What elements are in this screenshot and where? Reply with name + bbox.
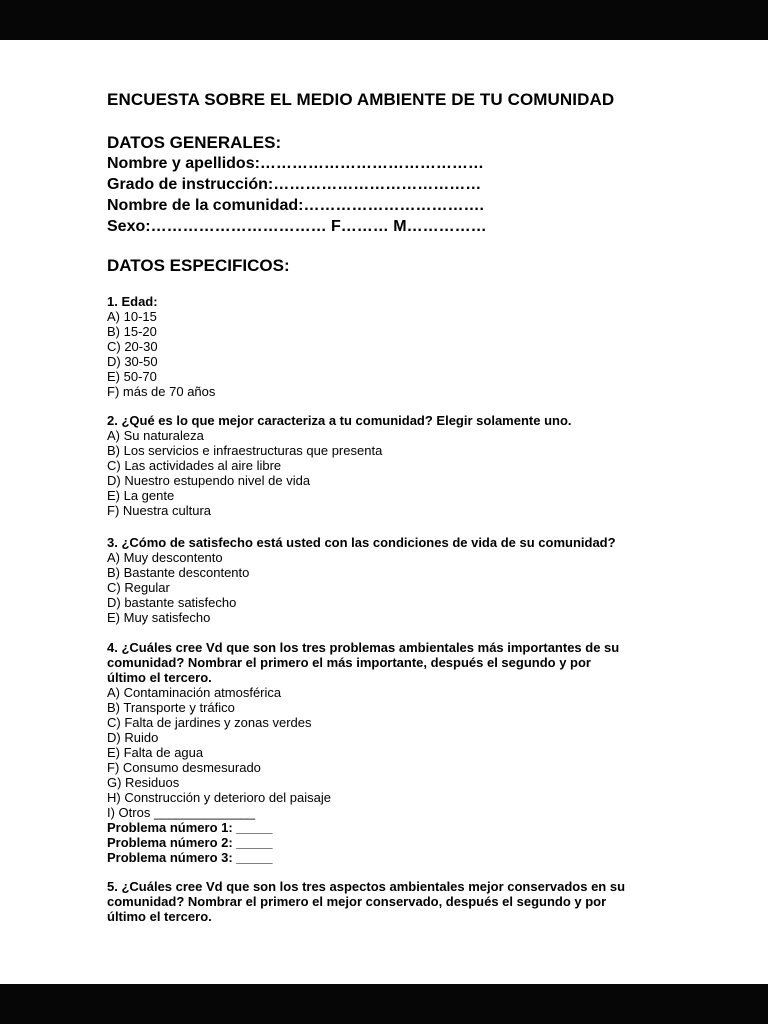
question-2 (107, 413, 572, 518)
question-2-option-d: D) Nuestro estupendo nivel de vida (107, 473, 311, 488)
question-4-option-f: F) Consumo desmesurado (107, 760, 261, 775)
question-2-option-c: C) Las actividades al aire libre (107, 458, 282, 473)
question-2-option-e: E) La gente (107, 488, 175, 503)
question-1-option-c: C) 20-30 (107, 339, 158, 354)
question-4-answer-line-3: Problema número 3: _____ (107, 850, 273, 865)
general-data-fields (107, 153, 487, 237)
question-5-heading-line-2: comunidad? Nombrar el primero el mejor conservado, después el segundo y por (107, 894, 607, 909)
question-3-option-b: B) Bastante descontento (107, 565, 250, 580)
question-1-heading: 1. Edad: (107, 294, 158, 309)
question-1 (107, 294, 215, 399)
question-4-answer-line-1: Problema número 1: _____ (107, 820, 273, 835)
question-4-answer-line-2: Problema número 2: _____ (107, 835, 273, 850)
section-datos-generales-heading: DATOS GENERALES: (107, 133, 282, 152)
question-4-option-d: D) Ruido (107, 730, 159, 745)
question-4-option-e: E) Falta de agua (107, 745, 204, 760)
question-1-option-d: D) 30-50 (107, 354, 158, 369)
field-sexo: Sexo:…………………………… F……… M…………… (107, 218, 487, 235)
section-datos-especificos-heading: DATOS ESPECIFICOS: (107, 256, 290, 275)
question-3-option-d: D) bastante satisfecho (107, 595, 237, 610)
question-4-option-g: G) Residuos (107, 775, 180, 790)
question-4 (107, 640, 619, 865)
question-3-option-a: A) Muy descontento (107, 550, 223, 565)
question-5 (107, 879, 625, 924)
question-5-heading-line-3: último el tercero. (107, 909, 212, 924)
question-3-option-c: C) Regular (107, 580, 170, 595)
question-4-option-a: A) Contaminación atmosférica (107, 685, 282, 700)
document-title: ENCUESTA SOBRE EL MEDIO AMBIENTE DE TU COMUNIDAD (107, 90, 615, 109)
question-4-option-b: B) Transporte y tráfico (107, 700, 235, 715)
field-nombre-apellidos: Nombre y apellidos:…………………………………… (107, 155, 484, 172)
question-1-option-e: E) 50-70 (107, 369, 157, 384)
question-2-option-b: B) Los servicios e infraestructuras que presenta (107, 443, 383, 458)
question-4-option-c: C) Falta de jardines y zonas verdes (107, 715, 312, 730)
question-1-option-a: A) 10-15 (107, 309, 157, 324)
question-4-heading-line-3: último el tercero. (107, 670, 212, 685)
question-4-heading-line-1: 4. ¿Cuáles cree Vd que son los tres problemas ambientales más importantes de su (107, 640, 620, 655)
question-1-option-b: B) 15-20 (107, 324, 157, 339)
field-nombre-comunidad: Nombre de la comunidad:……………………………. (107, 197, 484, 214)
question-3-heading: 3. ¿Cómo de satisfecho está usted con las condiciones de vida de su comunidad? (107, 535, 616, 550)
field-grado-instruccion: Grado de instrucción:………………………………… (107, 176, 482, 193)
question-4-option-i-otros: I) Otros ______________ (107, 805, 256, 820)
question-2-option-f: F) Nuestra cultura (107, 503, 212, 518)
viewer-letterbox-bottom (0, 984, 768, 1024)
question-2-heading: 2. ¿Qué es lo que mejor caracteriza a tu comunidad? Elegir solamente uno. (107, 413, 572, 428)
question-5-heading-line-1: 5. ¿Cuáles cree Vd que son los tres aspectos ambientales mejor conservados en su (107, 879, 626, 894)
question-4-heading-line-2: comunidad? Nombrar el primero el más importante, después el segundo y por (107, 655, 591, 670)
question-2-option-a: A) Su naturaleza (107, 428, 204, 443)
question-3 (107, 535, 616, 625)
question-3-option-e: E) Muy satisfecho (107, 610, 211, 625)
viewer-letterbox-top (0, 0, 768, 40)
question-1-option-f: F) más de 70 años (107, 384, 216, 399)
question-4-option-h: H) Construcción y deterioro del paisaje (107, 790, 331, 805)
